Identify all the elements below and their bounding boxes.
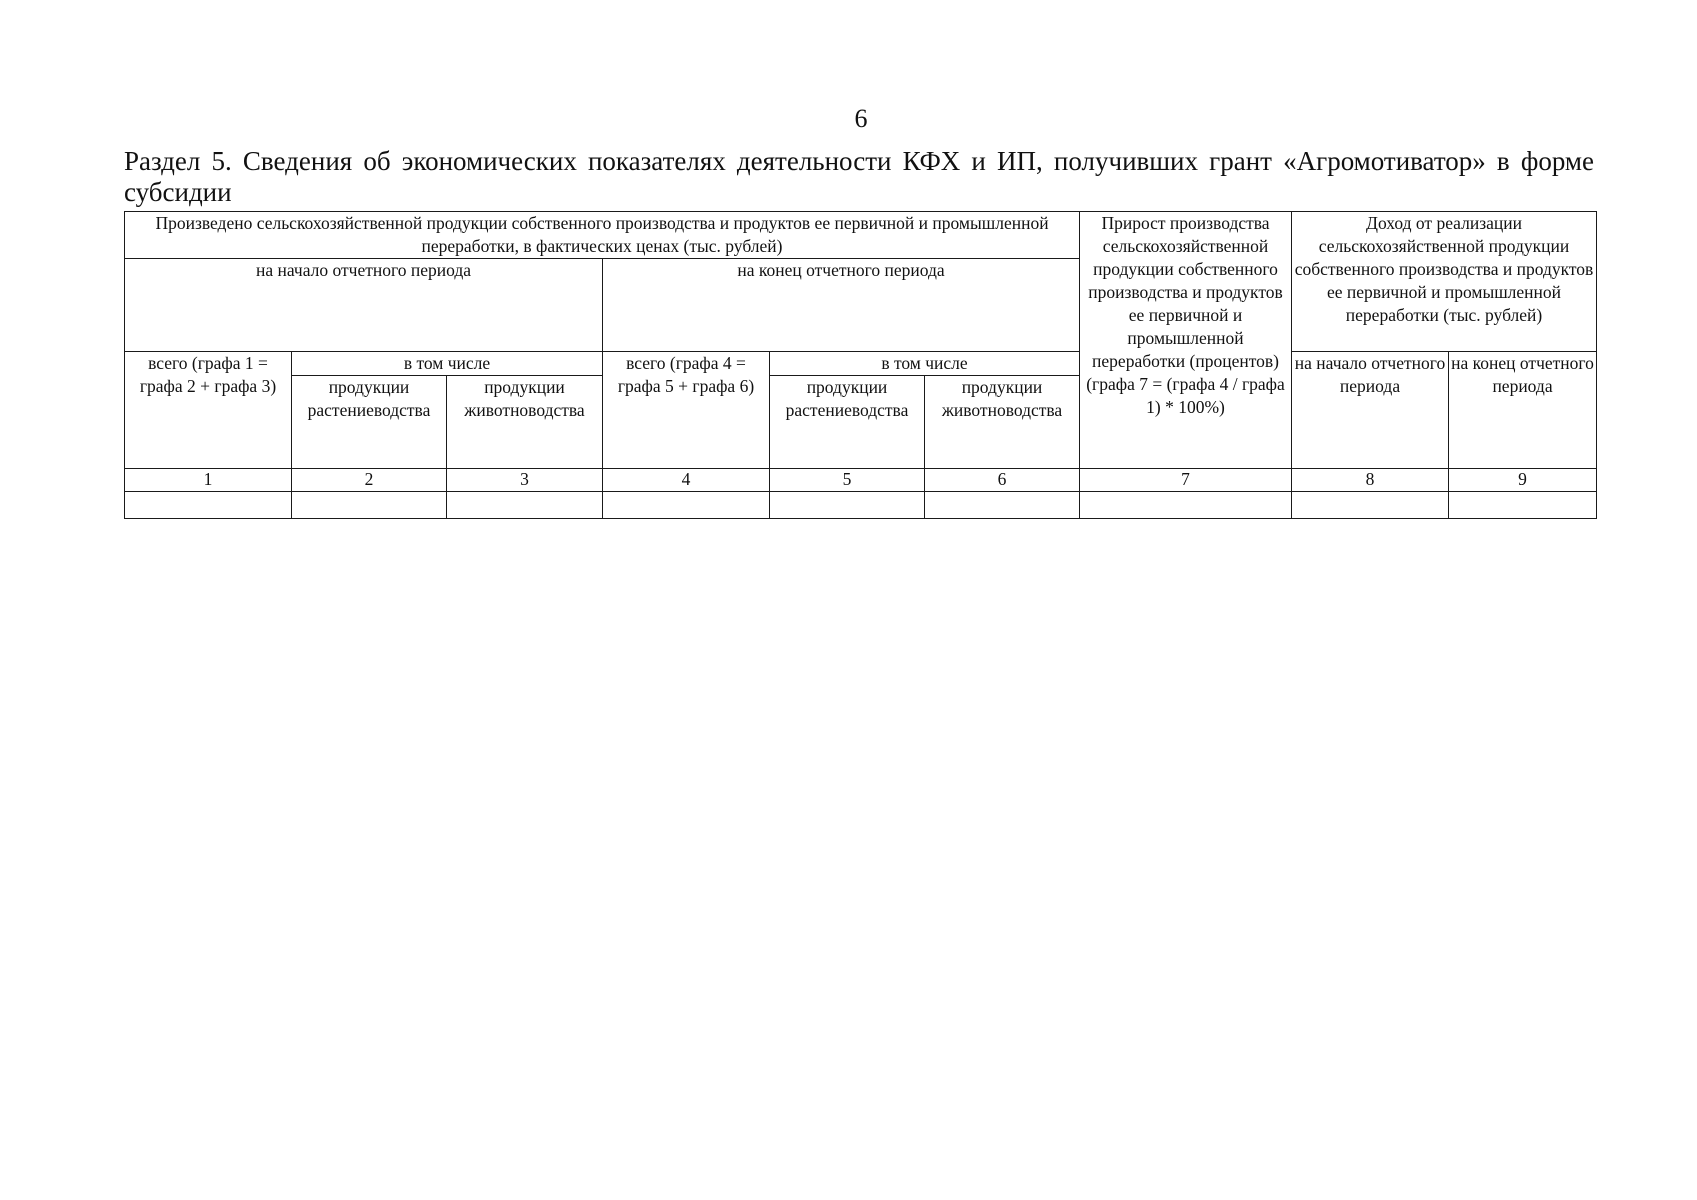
header-total-end-text: всего (графа 4 = графа 5 + графа 6)	[617, 353, 755, 396]
column-number: 1	[125, 469, 292, 492]
header-including-1-text: в том числе	[403, 353, 491, 373]
header-crop-2	[770, 376, 925, 469]
data-cell	[292, 492, 447, 519]
header-income	[1292, 212, 1597, 352]
header-start-period	[125, 259, 603, 352]
column-number: 8	[1292, 469, 1449, 492]
column-number: 9	[1449, 469, 1597, 492]
header-produced	[125, 212, 1080, 259]
column-number: 2	[292, 469, 447, 492]
header-growth-text: Прирост производства сельскохозяйственной продукции собственного производства и продуктов ее первичной и промышленной переработки (процентов) (графа 7 = (графа 4 / графа 1) * 100%)	[1086, 213, 1285, 417]
economic-indicators-table	[124, 211, 1597, 519]
header-income-end	[1449, 352, 1597, 469]
data-cell	[603, 492, 770, 519]
header-livestock-1-text: продукции животноводства	[464, 377, 585, 420]
header-crop-1	[292, 376, 447, 469]
header-income-text: Доход от реализации сельскохозяйственной продукции собственного производства и продуктов ее первичной и промышленной переработки (тыс. рублей)	[1294, 213, 1594, 325]
data-cell	[925, 492, 1080, 519]
header-growth	[1080, 212, 1292, 469]
data-cell	[447, 492, 603, 519]
column-number: 3	[447, 469, 603, 492]
header-livestock-1	[447, 376, 603, 469]
column-number: 5	[770, 469, 925, 492]
header-income-start	[1292, 352, 1449, 469]
data-cell	[1292, 492, 1449, 519]
header-total-start-text: всего (графа 1 = графа 2 + графа 3)	[139, 353, 277, 396]
section-title: Раздел 5. Сведения об экономических показателях деятельности КФХ и ИП, получивших грант «Агромотиватор» в форме субсидии	[124, 146, 1594, 207]
header-total-start	[125, 352, 292, 469]
header-crop-2-text: продукции растениеводства	[785, 377, 909, 420]
data-cell	[1080, 492, 1292, 519]
header-including-2	[770, 352, 1080, 376]
header-end-period	[603, 259, 1080, 352]
data-cell	[1449, 492, 1597, 519]
header-income-end-text: на конец отчетного периода	[1451, 353, 1594, 396]
header-income-start-text: на начало отчетного периода	[1294, 353, 1446, 396]
header-crop-1-text: продукции растениеводства	[307, 377, 431, 420]
data-cell	[770, 492, 925, 519]
header-including-2-text: в том числе	[881, 353, 968, 373]
data-row	[125, 492, 1597, 519]
header-start-period-text: на начало отчетного периода	[255, 260, 472, 280]
header-total-end	[603, 352, 770, 469]
header-end-period-text: на конец отчетного периода	[737, 260, 945, 280]
column-number-row	[125, 469, 1597, 492]
header-produced-text: Произведено сельскохозяйственной продукции собственного производства и продуктов ее первичной и промышленной переработки, в фактических ценах (тыс. рублей)	[155, 213, 1049, 256]
page-number: 6	[854, 104, 868, 133]
data-cell	[125, 492, 292, 519]
header-livestock-2-text: продукции животноводства	[941, 377, 1063, 420]
header-including-1	[292, 352, 603, 376]
column-number: 4	[603, 469, 770, 492]
header-livestock-2	[925, 376, 1080, 469]
column-number: 7	[1080, 469, 1292, 492]
column-number: 6	[925, 469, 1080, 492]
